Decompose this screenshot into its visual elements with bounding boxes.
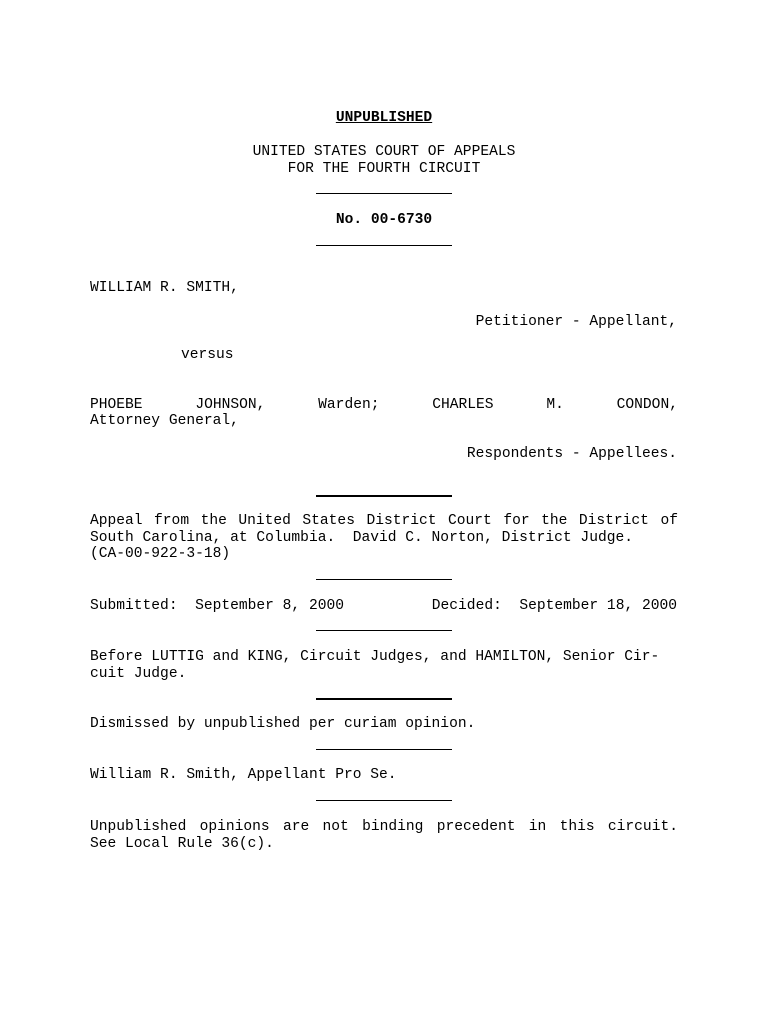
appeal-line3: (CA-00-922-3-18): [90, 546, 231, 562]
unpublished-notice: [90, 819, 678, 852]
divider-rule: [316, 579, 452, 580]
divider-rule: [316, 800, 452, 801]
disposition: Dismissed by unpublished per curiam opinion.: [90, 716, 476, 732]
case-number: No. 00-6730: [335, 212, 433, 228]
panel-line1: Before LUTTIG and KING, Circuit Judges, and HAMILTON, Senior Cir-: [90, 649, 660, 665]
notice-line1: Unpublished opinions are not binding precedent in this circuit.: [90, 819, 678, 835]
court-name-line1: UNITED STATES COURT OF APPEALS: [252, 144, 516, 160]
submitted-date: Submitted: September 8, 2000: [90, 598, 344, 614]
respondents-block: [90, 397, 678, 414]
unpublished-heading: UNPUBLISHED: [335, 110, 433, 126]
respondents-line2: Attorney General,: [90, 413, 239, 429]
appeal-paragraph: [90, 513, 678, 563]
respondents-line1: PHOEBE JOHNSON, Warden; CHARLES M. CONDON,: [90, 397, 678, 413]
divider-rule: [316, 193, 452, 194]
divider-rule: [316, 749, 452, 750]
respondents-role: Respondents - Appellees.: [466, 446, 677, 462]
court-name-line2: FOR THE FOURTH CIRCUIT: [287, 161, 481, 177]
panel-line2: cuit Judge.: [90, 665, 187, 682]
appeal-line1: Appeal from the United States District Court for the District of: [90, 513, 678, 529]
versus-label: versus: [181, 347, 234, 363]
divider-rule: [316, 630, 452, 631]
divider-rule: [316, 245, 452, 246]
divider-rule-thick: [316, 495, 452, 497]
appellant-role: Petitioner - Appellant,: [475, 314, 677, 330]
panel-paragraph: [90, 649, 678, 682]
counsel: William R. Smith, Appellant Pro Se.: [90, 767, 397, 783]
notice-line2: See Local Rule 36(c).: [90, 835, 274, 852]
appeal-line2: South Carolina, at Columbia. David C. Norton, District Judge.: [90, 529, 633, 546]
appellant-name: WILLIAM R. SMITH,: [90, 280, 239, 296]
divider-rule-thick: [316, 698, 452, 700]
decided-date: Decided: September 18, 2000: [431, 598, 677, 614]
